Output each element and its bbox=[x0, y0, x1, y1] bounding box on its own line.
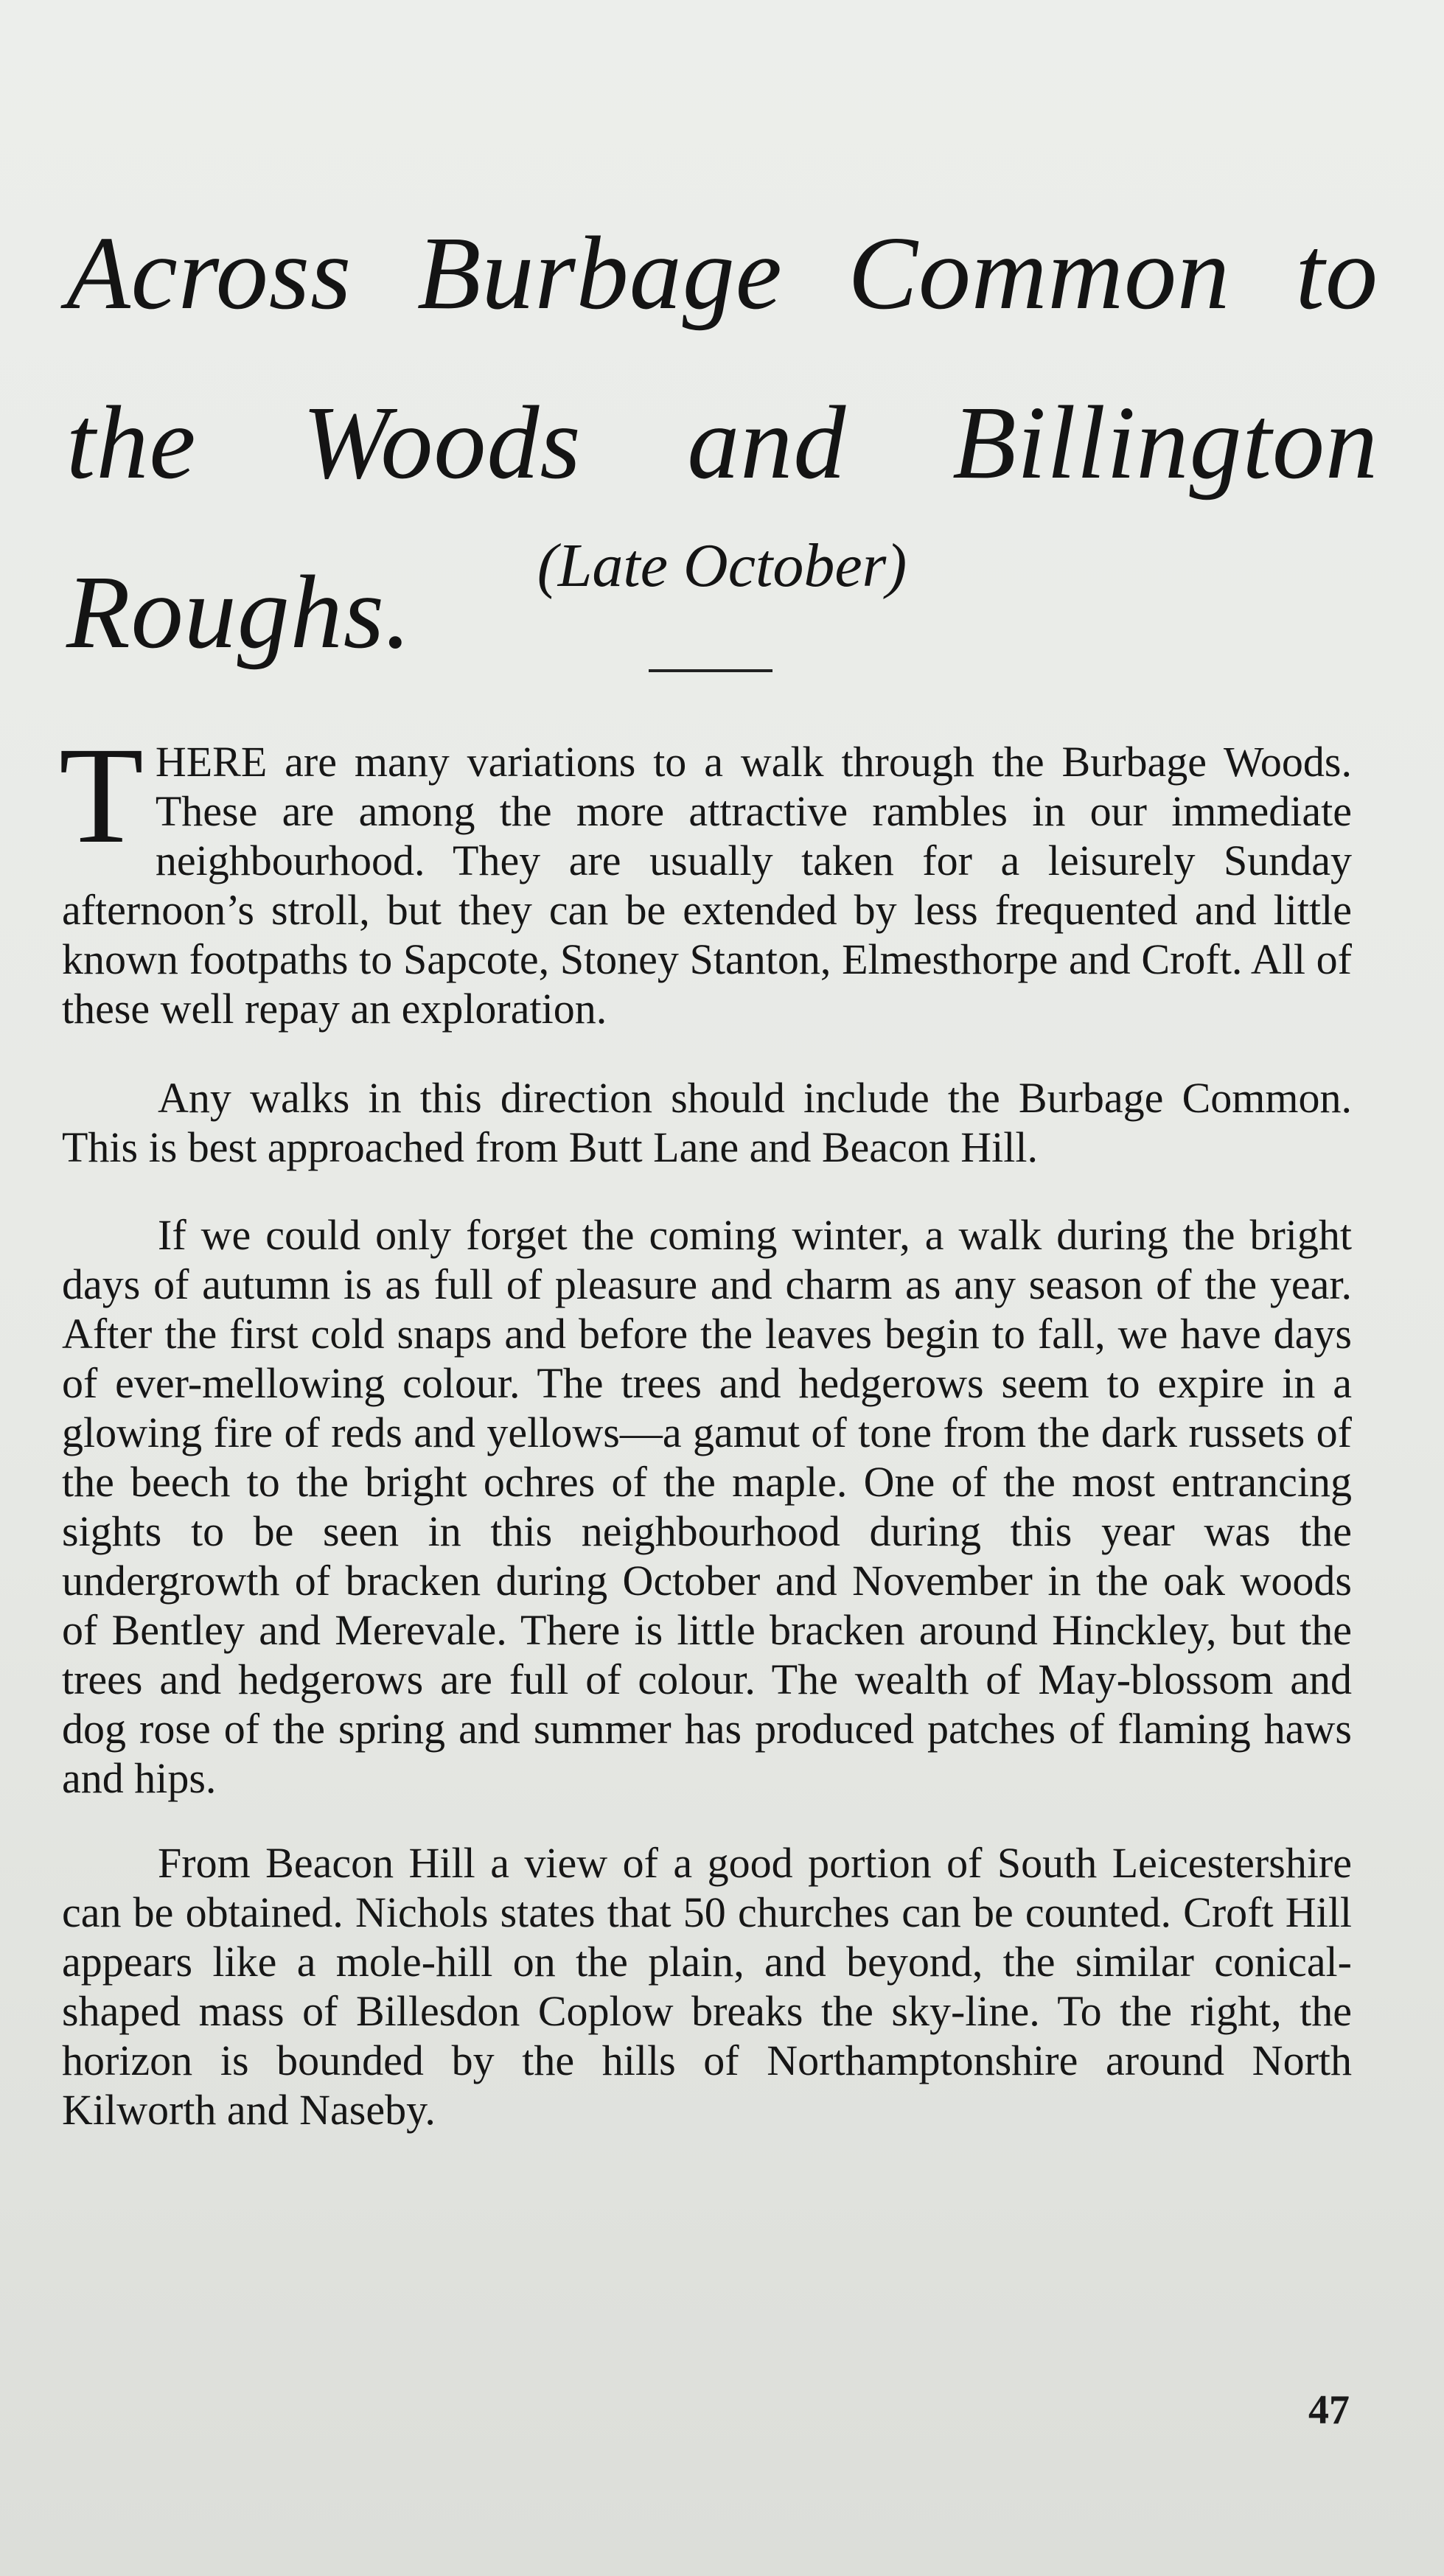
body-text bbox=[59, 718, 1352, 2135]
paragraph-3: If we could only forget the coming winter, a walk during the bright days of autumn is as full of pleasure and charm as any season of the year. After the first cold snaps and before the leaves begin to fall, we have days of ever-mellowing colour. The trees and hedgerows seem to expire in a glowing fire of reds and yellows—a gamut of tone from the dark russets of the beech to the bright ochres of the maple. One of the most entrancing sights to be seen in this neighbourhood during this year was the undergrowth of bracken during October and November in the oak woods of Bentley and Merevale. There is little bracken around Hinckley, but the trees and hedgerows are full of colour. The wealth of May-blossom and dog rose of the spring and summer has produced patches of flaming haws and hips. bbox=[62, 1211, 1352, 1802]
paragraph-4: From Beacon Hill a view of a good portion of South Leicestershire can be obtained. Nichols states that 50 churches can be counted. Croft Hill appears like a mole-hill on the plain, and beyond, the similar conical-shaped mass of Billesdon Coplow breaks the sky-line. To the right, the horizon is bounded by the hills of Northamptonshire around North Kilworth and Naseby. bbox=[62, 1839, 1352, 2134]
chapter-subtitle: (Late October) bbox=[537, 531, 907, 600]
paragraph-1-text: HERE are many variations to a walk through the Burbage Woods. These are among the more attractive rambles in our immediate neighbourhood. They are usually taken for a leisurely Sunday afternoon’s stroll, but they can be extended by less frequented and little known footpaths to Sapcote, Stoney Stanton, Elmesthorpe and Croft. All of these well repay an exploration. bbox=[62, 738, 1352, 1033]
title-divider bbox=[649, 669, 772, 672]
paragraph-2: Any walks in this direction should include the Burbage Common. This is best approached from Butt Lane and Beacon Hill. bbox=[62, 1074, 1352, 1171]
chapter-title: Across Burbage Common to the Woods and Billington Roughs. bbox=[66, 214, 1378, 670]
paragraph-1 bbox=[59, 718, 1352, 1033]
page-number: 47 bbox=[1308, 2387, 1350, 2433]
drop-cap: T bbox=[59, 718, 144, 872]
